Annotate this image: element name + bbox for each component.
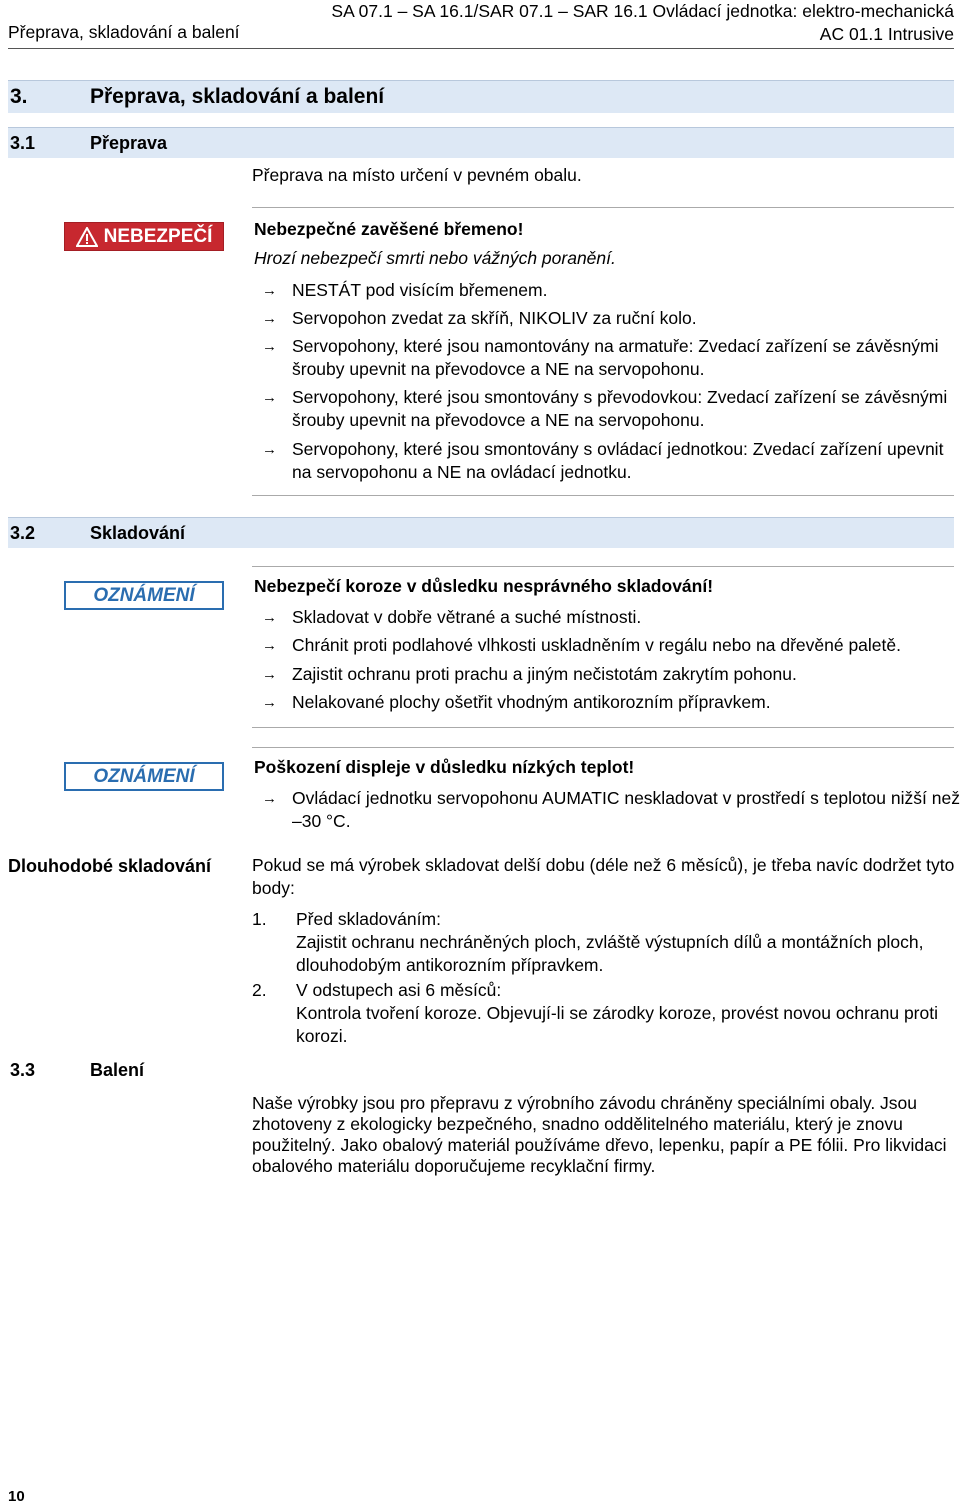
arrow-right-icon: → xyxy=(262,790,277,807)
section-heading-3-2 xyxy=(8,517,954,548)
divider xyxy=(252,495,954,496)
transport-intro: Přeprava na místo určení v pevném obalu. xyxy=(252,165,582,185)
notice-heading: Nebezpečí koroze v důsledku nesprávného skladování! xyxy=(254,576,714,596)
step-text: Před skladováním: Zajistit ochranu nechráněných ploch, zvláště výstupních dílů a montážních ploch, dlouhodobým antikorozním přípravkem. xyxy=(296,909,924,975)
arrow-right-icon: → xyxy=(262,310,277,327)
header-product-variant: AC 01.1 Intrusive xyxy=(819,24,954,44)
section-title: Skladování xyxy=(90,522,186,543)
arrow-right-icon: → xyxy=(262,666,277,683)
section-title: Balení xyxy=(90,1060,145,1080)
section-heading-3-3 xyxy=(8,1058,954,1082)
notice-badge-label: OZNÁMENÍ xyxy=(93,584,195,606)
divider xyxy=(252,566,954,567)
notice-heading: Poškození displeje v důsledku nízkých teplot! xyxy=(254,757,635,777)
arrow-right-icon: → xyxy=(262,637,277,654)
warning-triangle-icon xyxy=(76,227,98,247)
arrow-right-icon: → xyxy=(262,389,277,406)
arrow-right-icon: → xyxy=(262,609,277,626)
arrow-right-icon: → xyxy=(262,441,277,458)
divider xyxy=(252,747,954,748)
packaging-text: Naše výrobky jsou pro přepravu z výrobního závodu chráněny speciálními obaly. Jsou zhotoveny z ekologicky bezpečného, snadno oddělitelného materiálu, který je znovu použitelný. Jako obalový materiál používáme dřevo, lepenku, papír a PE fólii. Pro likvidaci obalového materiálu doporučujeme recyklační firmy. xyxy=(252,1093,947,1176)
header-divider xyxy=(8,48,954,49)
header-product-line: SA 07.1 – SA 16.1/SAR 07.1 – SAR 16.1 Ovládací jednotka: elektro-mechanická xyxy=(331,1,954,21)
long-term-storage-intro: Pokud se má výrobek skladovat delší dobu (déle než 6 měsíců), je třeba navíc dodržet tyto body: xyxy=(252,855,955,898)
notice-badge xyxy=(64,762,224,791)
chapter-heading xyxy=(8,80,954,113)
header-document-title xyxy=(331,0,954,46)
divider xyxy=(252,727,954,728)
section-number: 3.3 xyxy=(10,1060,36,1080)
arrow-right-icon: → xyxy=(262,694,277,711)
long-term-storage-label: Dlouhodobé skladování xyxy=(8,856,212,876)
section-title: Přeprava xyxy=(90,132,168,153)
danger-badge xyxy=(64,222,224,251)
divider xyxy=(252,207,954,208)
section-number: 3.2 xyxy=(10,522,36,543)
step-number: 2. xyxy=(252,980,267,1000)
step-number: 1. xyxy=(252,909,267,929)
page-number: 10 xyxy=(8,1488,25,1505)
arrow-right-icon: → xyxy=(262,338,277,355)
arrow-right-icon: → xyxy=(262,282,277,299)
header-section-title: Přeprava, skladování a balení xyxy=(8,22,240,42)
notice-badge xyxy=(64,581,224,610)
section-number: 3.1 xyxy=(10,132,36,153)
danger-heading: Nebezpečné zavěšené břemeno! xyxy=(254,219,524,239)
chapter-number: 3. xyxy=(10,85,28,108)
danger-badge-label: NEBEZPEČÍ xyxy=(103,225,213,247)
notice-badge-label: OZNÁMENÍ xyxy=(93,765,195,787)
step-text: V odstupech asi 6 měsíců: Kontrola tvoření koroze. Objevují-li se zárodky koroze, provést novou ochranu proti korozi. xyxy=(296,980,938,1046)
danger-subheading: Hrozí nebezpečí smrti nebo vážných poranění. xyxy=(254,248,616,268)
chapter-title: Přeprava, skladování a balení xyxy=(90,85,385,108)
section-heading-3-1 xyxy=(8,127,954,158)
